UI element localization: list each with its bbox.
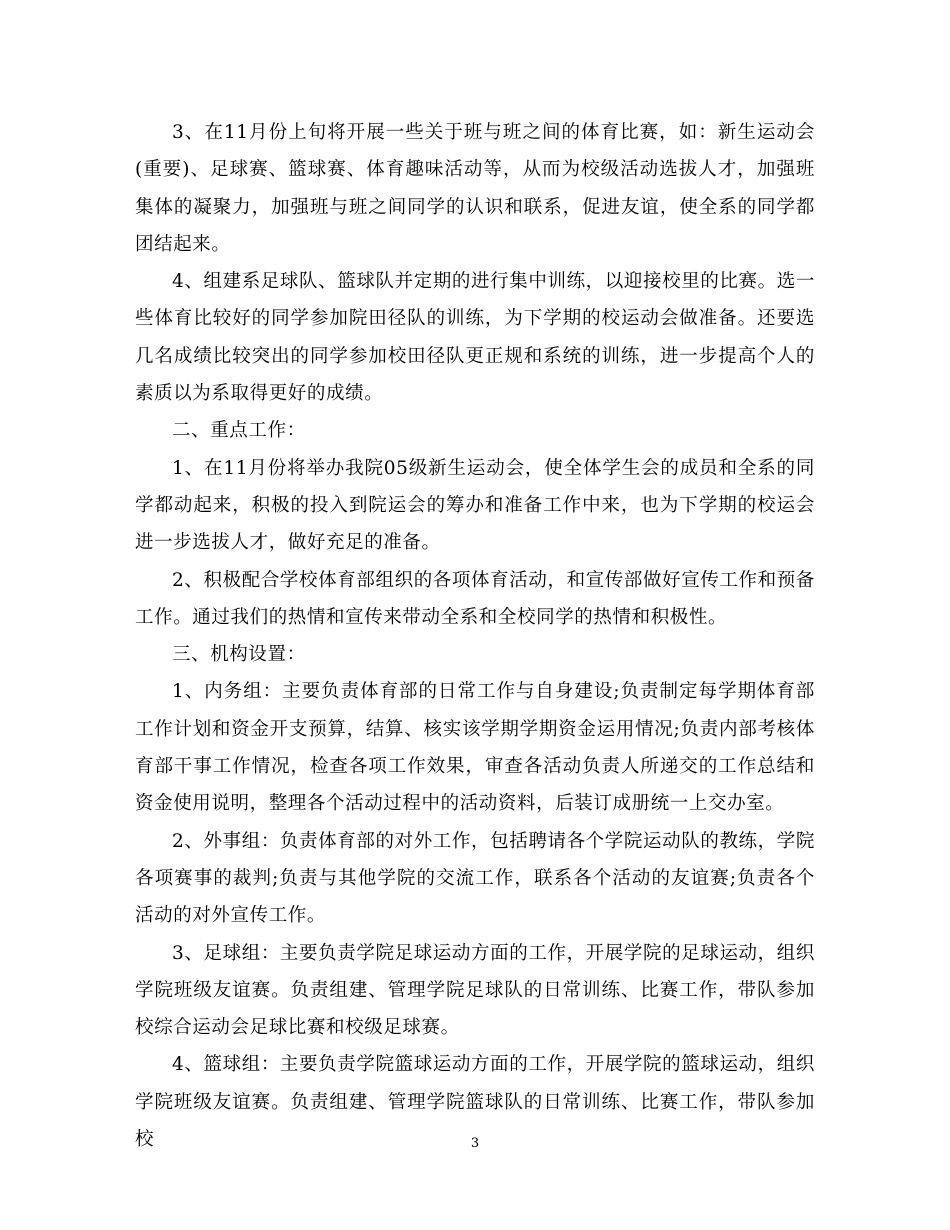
heading-organization: 三、机构设置：: [172, 644, 306, 666]
paragraph-external-group: 2、外事组：负责体育部的对外工作，包括聘请各个学院运动队的教练，学院各项赛事的裁判;负责与其他学院的交流工作，联系各个活动的友谊赛;负责各个活动的对外宣传工作。: [135, 830, 815, 927]
paragraph-cooperation: 2、积极配合学校体育部组织的各项体育活动，和宣传部做好宣传工作和预备工作。通过我们的热情和宣传来带动全系和全校同学的热情和积极性。: [135, 569, 815, 628]
paragraph-internal-group: 1、内务组：主要负责体育部的日常工作与自身建设;负责制定每学期体育部工作计划和资金开支预算，结算、核实该学期学期资金运用情况;负责内部考核体育部干事工作情况，检查各项工作效果，审查各活动负责人所递交的工作总结和资金使用说明，整理各个活动过程中的活动资料，后装订成册统一上交办室。: [135, 681, 815, 815]
paragraph-sports-competitions: 3、在11月份上旬将开展一些关于班与班之间的体育比赛，如：新生运动会(重要)、足球赛、篮球赛、体育趣味活动等，从而为校级活动选拔人才，加强班集体的凝聚力，加强班与班之间同学的认识和联系，促进友谊，使全系的同学都团结起来。: [135, 122, 815, 255]
paragraph-football-group: 3、足球组：主要负责学院足球运动方面的工作，开展学院的足球运动，组织学院班级友谊赛。负责组建、管理学院足球队的日常训练、比赛工作，带队参加校综合运动会足球比赛和校级足球赛。: [135, 942, 815, 1039]
heading-key-work: 二、重点工作：: [172, 420, 306, 442]
paragraph-basketball-group: 4、篮球组：主要负责学院篮球运动方面的工作，开展学院的篮球运动，组织学院班级友谊赛。负责组建、管理学院篮球队的日常训练、比赛工作，带队参加校: [135, 1054, 815, 1151]
page-number: 3: [470, 1136, 480, 1151]
paragraph-freshman-games: 1、在11月份将举办我院05级新生运动会，使全体学生会的成员和全系的同学都动起来，积极的投入到院运会的筹办和准备工作中来，也为下学期的校运会进一步选拔人才，做好充足的准备。: [135, 457, 815, 554]
document-body: [135, 114, 815, 1158]
paragraph-team-training: 4、组建系足球队、篮球队并定期的进行集中训练，以迎接校里的比赛。选一些体育比较好的同学参加院田径队的训练，为下学期的校运动会做准备。还要选几名成绩比较突出的同学参加校田径队更正规和系统的训练，进一步提高个人的素质以为系取得更好的成绩。: [135, 271, 815, 405]
